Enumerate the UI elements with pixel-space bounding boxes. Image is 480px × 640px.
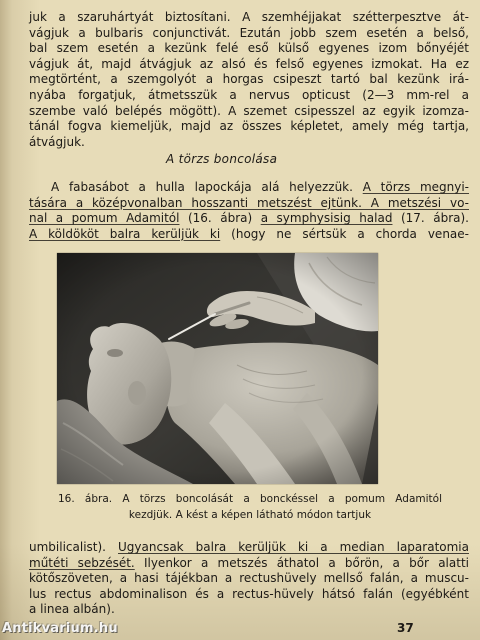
text-segment: Ugyancsak balra kerüljük ki a median laparatomia [118,540,469,554]
paragraph-line [29,587,469,603]
paragraph-line [29,540,469,556]
paragraph-line: vágjuk át, majd átvágjuk az alsó és felső egyenes izmokat. Ha ez [29,56,469,71]
figure-photo [57,253,378,484]
figure-caption-line: kezdjük. A kést a képen látható módon tartjuk [128,508,372,521]
text-segment: műtéti sebzését. [29,555,135,570]
text-segment: a linea albán). [29,602,115,617]
watermark: Antikvarium.hu [2,621,118,636]
section-paragraph [29,180,469,242]
text-segment: (hogy ne sértsük a chorda venae- [220,226,469,241]
bottom-paragraph [29,540,469,618]
paragraph-line [29,211,469,227]
text-segment: umbilicalist). [29,540,119,554]
paragraph-line: megtörtént, a szemgolyót a horgas csipeszt tartó bal kezünk irá- [29,72,469,87]
paragraph-line [29,180,469,196]
paragraph-line: bal szem esetén a kezünk felé eső külső egyenes izom bőnyéjét [29,41,469,56]
page-number: 37 [397,621,414,635]
text-segment: a symphysisig halad [260,211,393,226]
text-segment: Ilyenkor a metszés áthatol a bőrön, a bőr alatti [134,555,469,570]
text-segment: (17. ábra). [392,211,469,226]
top-paragraph [29,10,469,150]
section-heading: A törzs boncolása [166,152,278,166]
text-segment: A köldököt balra kerüljük ki [29,226,221,241]
paragraph-line: tánál fogva kiemeljük, majd az összes képletet, amely még tartja, [29,119,469,134]
paragraph-line [29,556,469,572]
text-segment: A törzs megnyi- [362,180,470,194]
paragraph-line: vágjuk a bulbaris conjunctivát. Ezután jobb szem esetén a belső, [29,25,469,40]
figure-caption-line: 16. ábra. A törzs boncolását a bonckéssel a pomum Adamitól [58,493,442,505]
text-segment: kötőszöveten, a hasi tájékban a rectushüvely mellső falán, a muscu- [29,571,469,586]
text-segment: A fabasábot a hulla lapockája alá helyezzük. [51,180,363,194]
paragraph-line: átvágjuk. [29,134,85,149]
paragraph-line: juk a szaruhártyát biztosítani. A szemhéjjakat szétterpesztve át- [29,10,469,24]
text-segment: (16. ábra) [179,211,261,226]
figure-caption [58,492,442,523]
paragraph-line [29,571,469,587]
paragraph-line: nyába forgatjuk, átmetsszük a nervus opticust (2—3 mm-rel a [29,87,469,102]
paragraph-line: szembe való belépés mögött). A szemet csipesszel az egyik izomza- [29,103,469,118]
paragraph-line [29,602,469,618]
paragraph-line [29,227,469,243]
text-segment: lus rectus abdominalison és a rectus-hüvely hátsó falán (egyébként [29,586,469,601]
autopsy-photo [57,253,378,484]
text-segment: nal a pomum Adamitól [29,211,180,226]
text-segment: tására a középvonalban hosszanti metszést ejtünk. A metszési vo- [29,195,469,210]
paragraph-line [29,196,469,212]
